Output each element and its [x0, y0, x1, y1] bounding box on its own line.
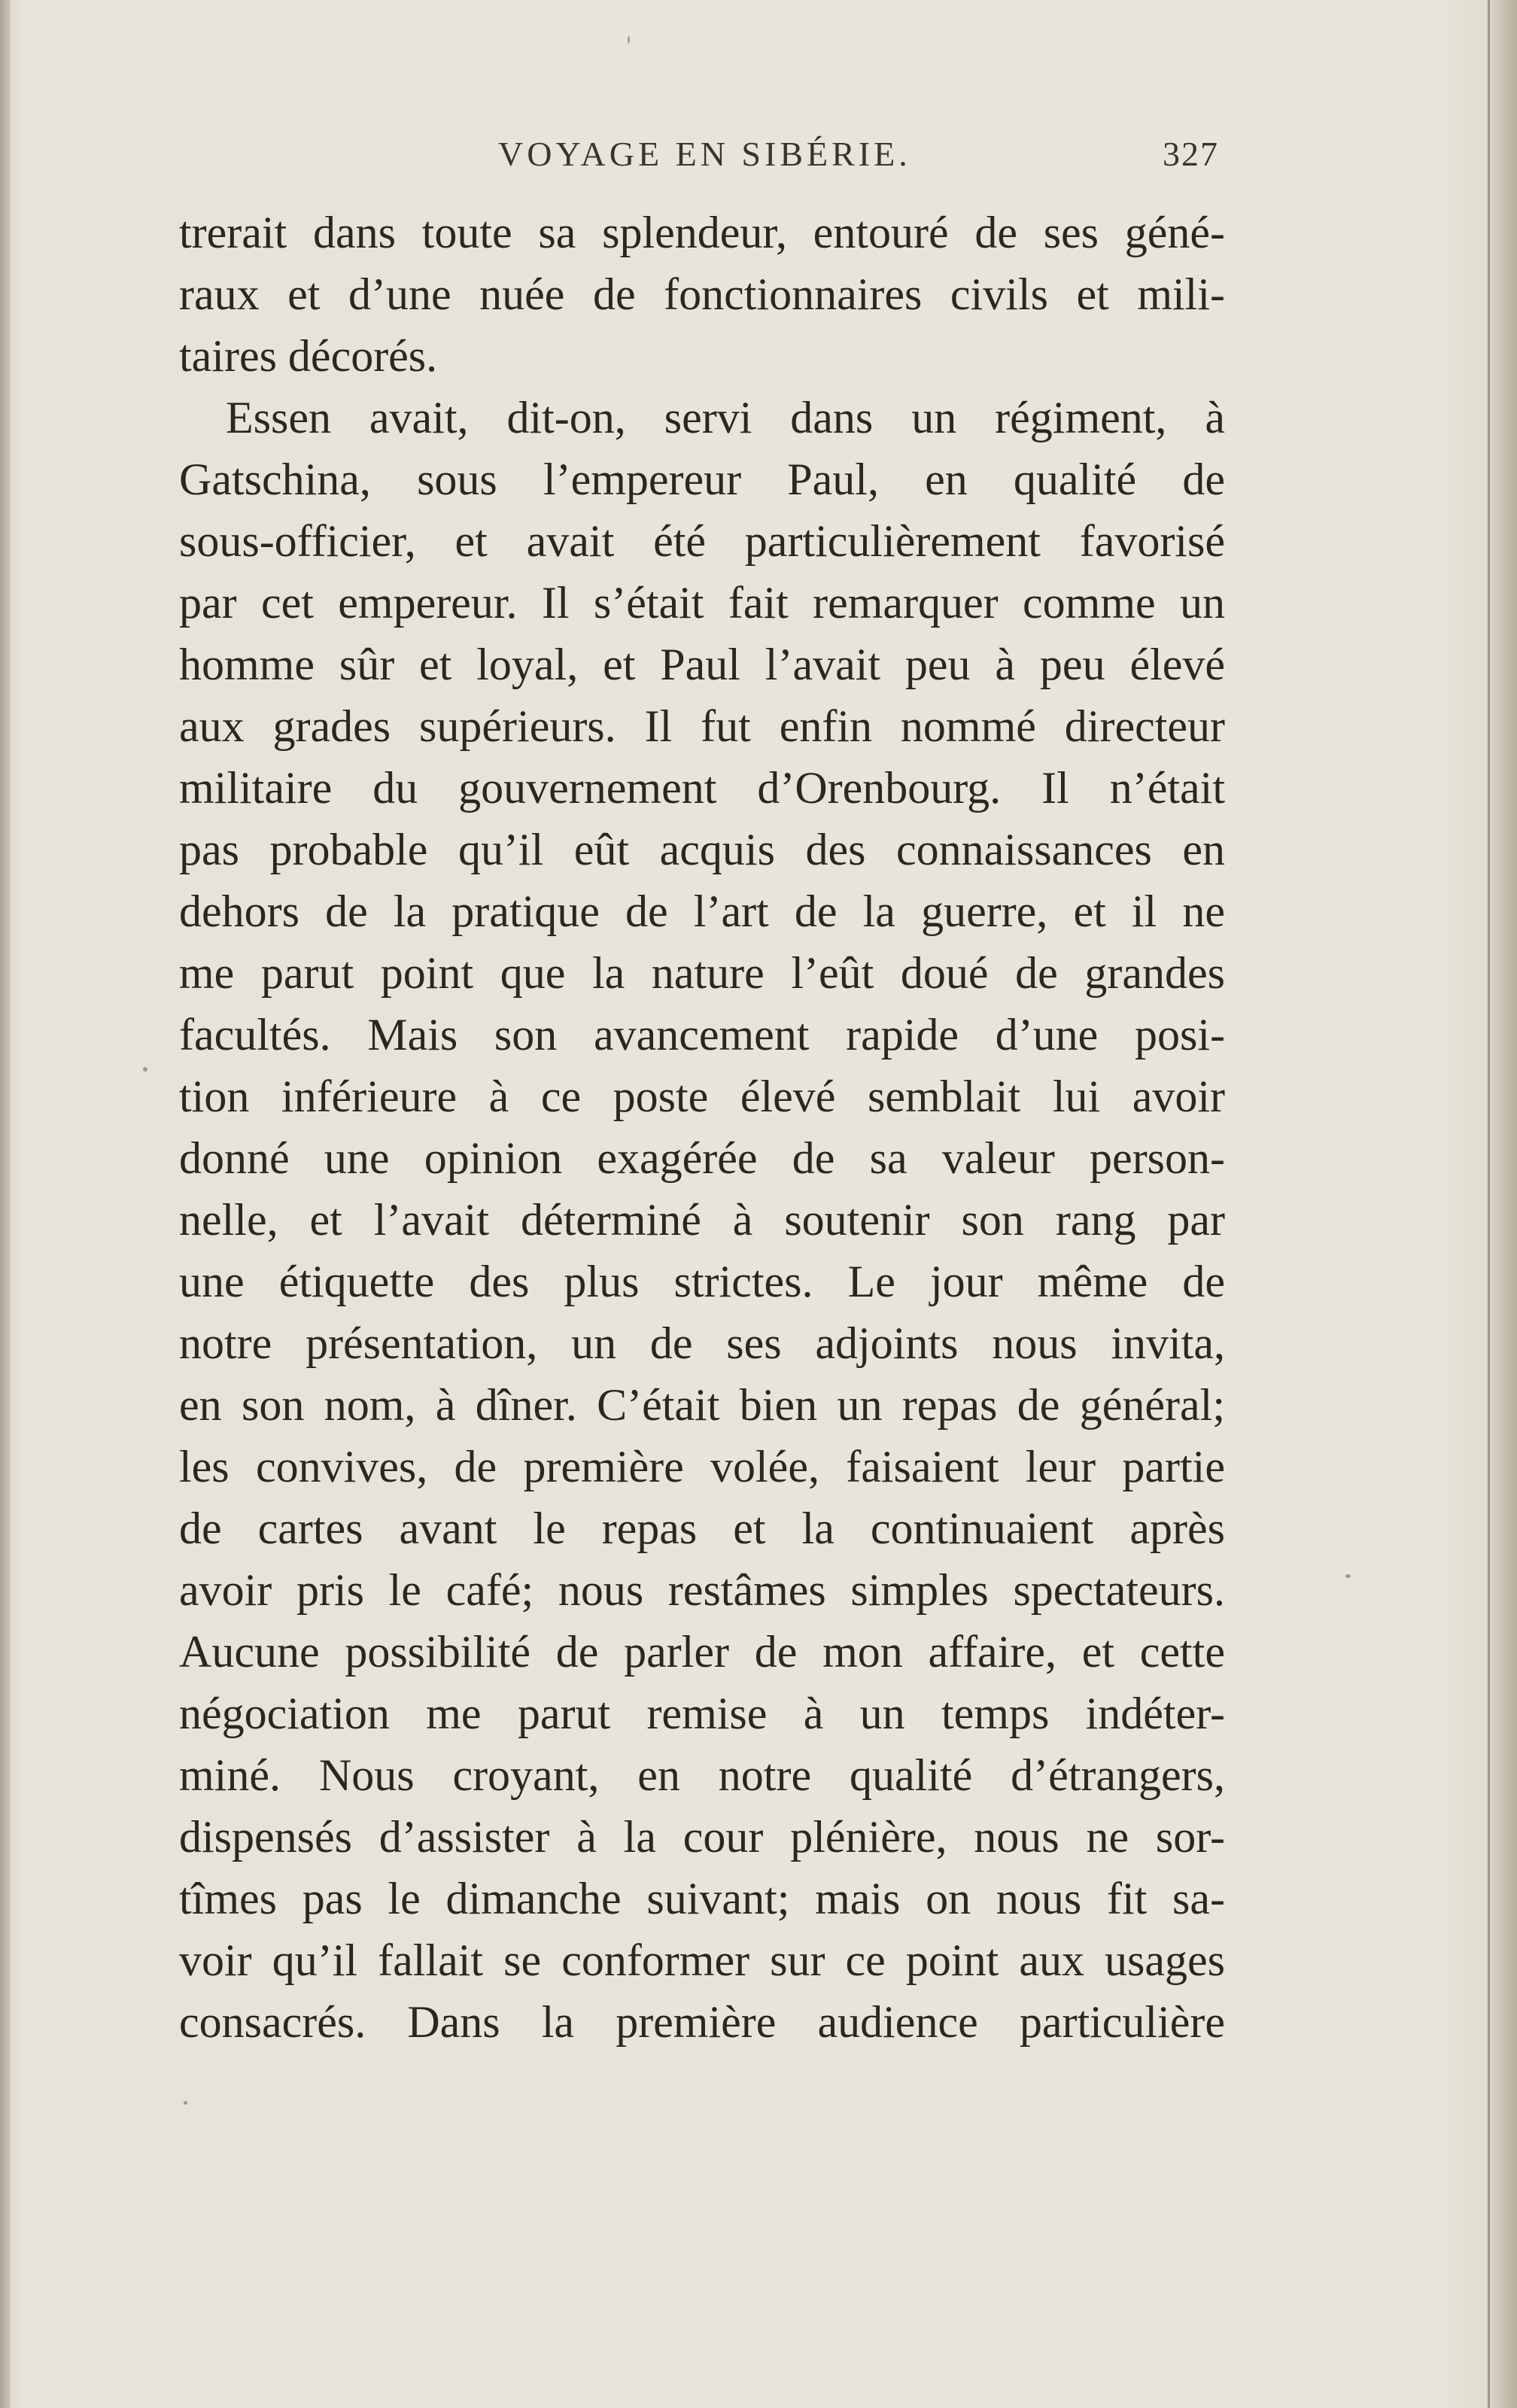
text-line: dehors de la pratique de l’art de la guerre, et il ne — [179, 886, 1225, 936]
text-line: notre présentation, un de ses adjoints nous invita, — [179, 1318, 1225, 1368]
page-fold-line — [1488, 0, 1490, 2408]
paragraph-start-line: Essen avait, dit-on, servi dans un régiment, à — [226, 393, 1225, 442]
text-line: tîmes pas le dimanche suivant; mais on nous fit sa- — [179, 1874, 1225, 1923]
paper-speck — [628, 36, 630, 44]
page-left-edge — [0, 0, 11, 2408]
text-line: pas probable qu’il eût acquis des connaissances en — [179, 825, 1225, 874]
text-line: nelle, et l’avait déterminé à soutenir son rang par — [179, 1195, 1225, 1245]
text-line: de cartes avant le repas et la continuaient après — [179, 1503, 1225, 1553]
text-line: me parut point que la nature l’eût doué de grandes — [179, 948, 1225, 998]
page-number: 327 — [1163, 135, 1219, 173]
text-line: miné. Nous croyant, en notre qualité d’étrangers, — [179, 1750, 1225, 1800]
text-line: dispensés d’assister à la cour plénière, nous ne sor- — [179, 1812, 1225, 1862]
page-header — [181, 134, 1219, 179]
text-line: raux et d’une nuée de fonctionnaires civils et mili- — [179, 269, 1225, 319]
paper-speck — [1345, 1574, 1351, 1578]
running-title: VOYAGE EN SIBÉRIE. — [498, 135, 911, 173]
text-line: Aucune possibilité de parler de mon affaire, et cette — [179, 1627, 1225, 1677]
text-line: tion inférieure à ce poste élevé semblait lui avoir — [179, 1072, 1225, 1121]
text-line: taires décorés. — [179, 331, 438, 381]
body-text — [179, 202, 1225, 2053]
text-line: facultés. Mais son avancement rapide d’une posi- — [179, 1010, 1225, 1060]
text-line: aux grades supérieurs. Il fut enfin nommé directeur — [179, 701, 1225, 751]
text-line: trerait dans toute sa splendeur, entouré de ses géné- — [179, 208, 1225, 257]
text-line: consacrés. Dans la première audience particulière — [179, 1997, 1225, 2047]
text-line: en son nom, à dîner. C’était bien un repas de général; — [179, 1380, 1225, 1430]
text-line: sous-officier, et avait été particulièrement favorisé — [179, 516, 1225, 566]
text-line: homme sûr et loyal, et Paul l’avait peu à peu élevé — [179, 640, 1225, 689]
text-line: voir qu’il fallait se conformer sur ce point aux usages — [179, 1935, 1225, 1985]
text-line: avoir pris le café; nous restâmes simples spectateurs. — [179, 1565, 1225, 1615]
text-line: donné une opinion exagérée de sa valeur person- — [179, 1133, 1225, 1183]
text-line: les convives, de première volée, faisaient leur partie — [179, 1442, 1225, 1491]
text-line: négociation me parut remise à un temps indéter- — [179, 1689, 1225, 1738]
paper-speck — [184, 2101, 187, 2105]
text-line: par cet empereur. Il s’était fait remarquer comme un — [179, 578, 1225, 628]
paper-speck — [143, 1067, 147, 1072]
text-line: une étiquette des plus strictes. Le jour même de — [179, 1257, 1225, 1306]
text-line: militaire du gouvernement d’Orenbourg. Il n’était — [179, 763, 1225, 813]
text-line: Gatschina, sous l’empereur Paul, en qualité de — [179, 455, 1225, 504]
